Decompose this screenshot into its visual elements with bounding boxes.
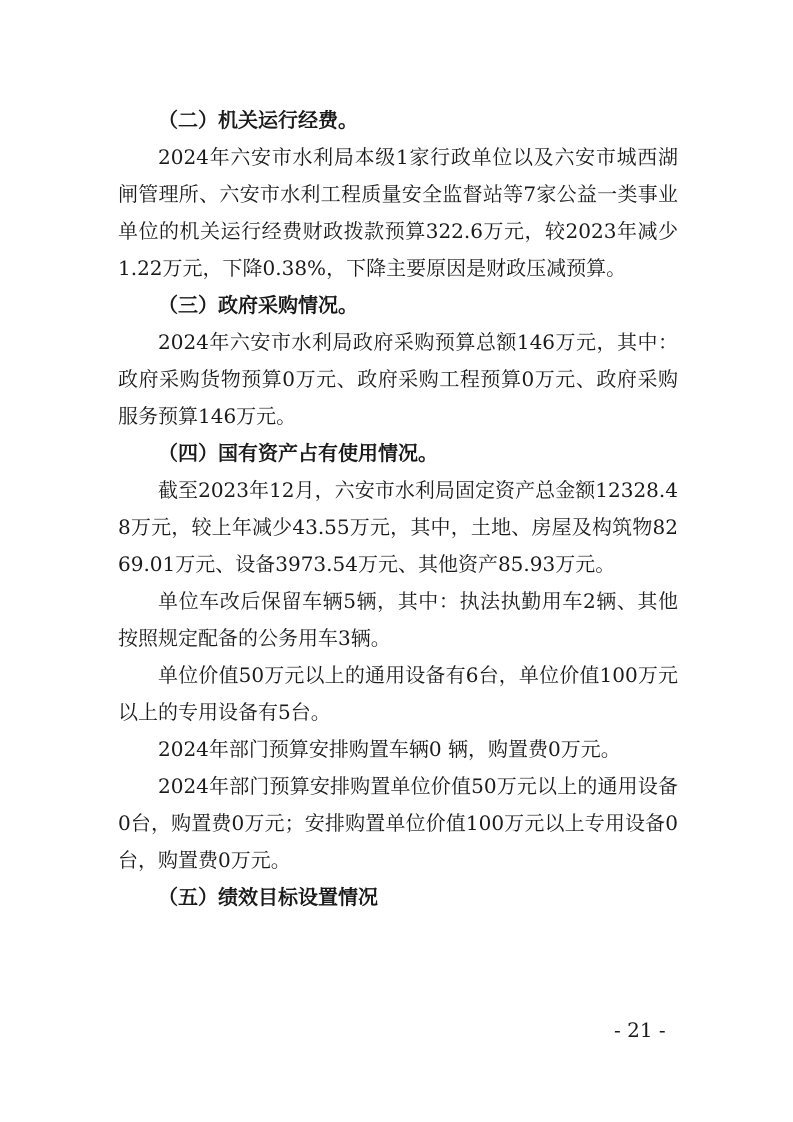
section-performance-targets bbox=[118, 879, 678, 916]
section-government-procurement bbox=[118, 287, 678, 435]
section-paragraph: 单位车改后保留车辆5辆，其中：执法执勤用车2辆、其他按照规定配备的公务用车3辆。 bbox=[118, 589, 678, 650]
section-admin-operating-costs bbox=[118, 102, 678, 287]
section-heading: （二）机关运行经费。 bbox=[158, 108, 358, 132]
section-paragraph: 2024年六安市水利局本级1家行政单位以及六安市城西湖闸管理所、六安市水利工程质量安全监督站等7家公益一类事业单位的机关运行经费财政拨款预算322.6万元，较2023年减少1.22万元，下降0.38%，下降主要原因是财政压减预算。 bbox=[118, 145, 678, 280]
section-paragraph: 2024年六安市水利局政府采购预算总额146万元，其中：政府采购货物预算0万元、政府采购工程预算0万元、政府采购服务预算146万元。 bbox=[118, 330, 678, 428]
section-paragraph: 2024年部门预算安排购置车辆0 辆，购置费0万元。 bbox=[158, 737, 621, 761]
section-paragraph: 单位价值50万元以上的通用设备有6台，单位价值100万元以上的专用设备有5台。 bbox=[118, 663, 678, 724]
section-heading: （五）绩效目标设置情况 bbox=[158, 885, 378, 909]
page-number: - 21 - bbox=[614, 1018, 666, 1042]
section-state-assets bbox=[118, 435, 678, 879]
document-body bbox=[118, 102, 678, 916]
section-paragraph: 截至2023年12月，六安市水利局固定资产总金额12328.48万元，较上年减少43.55万元，其中，土地、房屋及构筑物8269.01万元、设备3973.54万元、其他资产85.93万元。 bbox=[118, 478, 678, 576]
section-heading: （三）政府采购情况。 bbox=[158, 293, 358, 317]
section-paragraph: 2024年部门预算安排购置单位价值50万元以上的通用设备0台，购置费0万元；安排购置单位价值100万元以上专用设备0台，购置费0万元。 bbox=[118, 774, 678, 872]
section-heading: （四）国有资产占有使用情况。 bbox=[158, 441, 438, 465]
